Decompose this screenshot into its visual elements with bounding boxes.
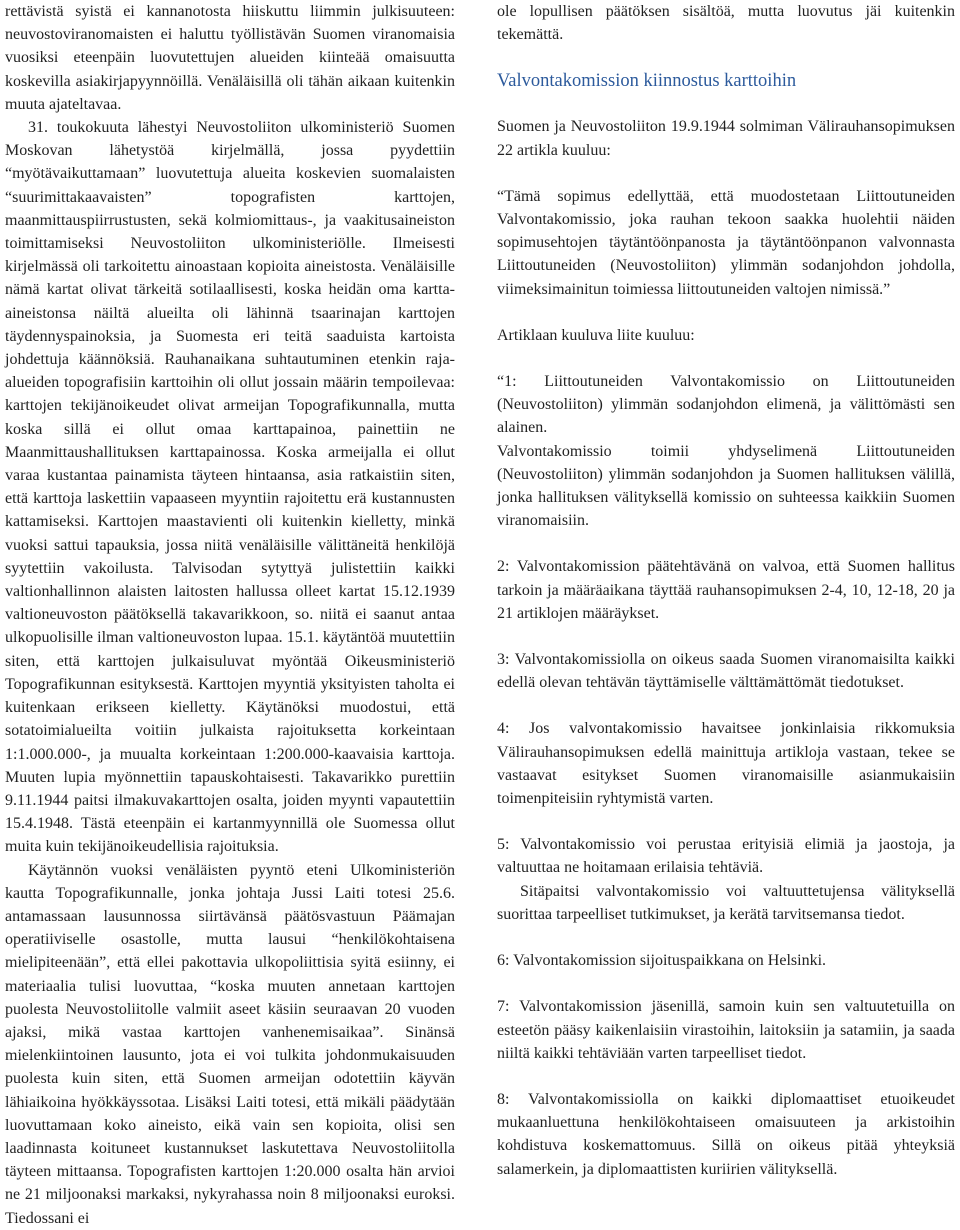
- paragraph-continued: rettävistä syistä ei kannanotosta hiiskuttu liimmin julkisuuteen: neuvostoviranomaisten ei haluttu työllistävän Suomen viranomaisia vuosiksi eteenpäin luovutettujen alueiden kiinteää omaisuutta koskevilla asiakirjapyynnöillä. Venäläisillä oli tähän aikaan kuitenkin muuta ajateltavaa.: [5, 3, 455, 113]
- annex-item-2: 2: Valvontakomission päätehtävänä on valvoa, että Suomen hallitus tarkoin ja määräaikana täyttää rauhansopimuksen 2-4, 10, 12-18, 20 ja 21 artiklojen määräykset.: [497, 558, 955, 622]
- annex-item-1-continued: Valvontakomissio toimii yhdyselimenä Liittoutuneiden (Neuvostoliiton) ylimmän sodanjohdon ja Suomen hallituksen välillä, jonka hallituksen välityksellä komissio on suhteessa kaikkiin Suomen viranomaisiin.: [497, 442, 955, 530]
- annex-item-5: 5: Valvontakomissio voi perustaa erityisiä elimiä ja jaostoja, ja valtuuttaa ne hoitamaan erilaisia tehtäviä.: [497, 836, 955, 877]
- article-22-quote: “Tämä sopimus edellyttää, että muodostetaan Liittoutuneiden Valvontakomissio, joka rauhan tekoon saakka huolehtii näiden sopimusehtojen täytäntöönpanosta ja täytäntöönpanon valvonnasta Liittoutuneiden (Neuvostoliiton) ylimmän sodanjohdon johdolla, viimeksimainitun toimiessa liittoutuneiden valtojen nimissä.”: [497, 187, 955, 298]
- right-column: [497, 0, 955, 1181]
- annex-item-8: 8: Valvontakomissiolla on kaikki diplomaattiset etuoikeudet mukaanluettuna henkilökohtaiseen omaisuuteen ja arkistoihin kohdistuva koskemattomuus. Sillä on oikeus pitää yhteyksiä salamerkein, ja diplomaattisten kuriirien välityksellä.: [497, 1090, 955, 1178]
- annex-item-1: “1: Liittoutuneiden Valvontakomissio on Liittoutuneiden (Neuvostoliiton) ylimmän sodanjohdon elimenä, ja välittömästi sen alainen.: [497, 373, 955, 437]
- annex-item-6: 6: Valvontakomission sijoituspaikkana on Helsinki.: [497, 952, 827, 970]
- paragraph-may-31-request: 31. toukokuuta lähestyi Neuvostoliiton ulkoministeriö Suomen Moskovan lähetystöä kirjelmällä, jossa pyydettiin “myötävaikuttamaan” luovutettuja alueita koskevien suomalaisten “suurimittakaavaisten” topografisten karttojen, maanmittauspiirrustusten, sekä kolmiomittaus-, ja vaakitusaineiston toimittamiseksi Neuvostoliiton ulkoministeriölle. Ilmeisesti kirjelmässä oli tarkoitettu ainoastaan kopioita aineistosta. Venäläisille nämä kartat olivat tärkeitä sotilaallisesti, koska heidän oma kartta-aineistonsa näiltä alueilta oli lähinnä tsaarinajan karttojen täydennyspainoksia, ja Suomesta eri teitä saaduista kartoista johdettuja käännöksiä. Rauhanaikana suhtautuminen etenkin raja-alueiden topografisiin karttoihin oli ollut jossain määrin tempoilevaa: karttojen tekijänoikeudet olivat armeijan Topografikunnalla, mutta koska sillä ei ollut omaa karttapainoa, painettiin ne Maanmittaushallituksen karttapainossa. Koska armeijalla ei ollut varaa kustantaa painamista täyteen hintaansa, asia ratkaistiin siten, että karttoja laskettiin vapaaseen myyntiin rajoitettu erä kustannusten kattamiseksi. Karttojen maastavienti oli kuitenkin kielletty, minkä vuoksi sattui tapauksia, jossa niitä venäläisille välittäneitä henkilöjä syytettiin vakoilusta. Talvisodan sytyttyä julistettiin kaikki valtionhallinnon alaisten laitosten hallussa olleet kartat 15.12.1939 valtioneuvoston päätöksellä takavarikkoon, so. niitä ei saanut antaa ulkopuolisille ilman valtioneuvoston lupaa. 15.1. käytäntöä muutettiin siten, että karttojen julkaisuluvat myöntää Oikeusministeriö Topografikunnan esityksestä. Karttojen myyntiä yksityisten taholta ei kuitenkaan erikseen kielletty. Käytänöksi muodostui, että sotatoimialueilta voitiin julkaista rajoituksetta korkeintaan 1:1.000.000-, ja muualta korkeintaan 1:200.000-kaavaisia karttoja. Muuten lupia myönnettiin tapauskohtaisesti. Takavarikko purettiin 9.11.1944 paitsi ilmakuvakarttojen osalta, joiden myynti vapautettiin 15.4.1948. Tästä eteenpäin ei kartanmyynnillä ole Suomessa ollut muita kuin tekijänoikeudellisia rajoituksia.: [5, 119, 455, 856]
- paragraph-laiti-statement: Käytännön vuoksi venäläisten pyyntö eteni Ulkoministeriön kautta Topografikunnalle, jonka johtaja Jussi Laiti totesi 25.6. antamassaan lausunnossa siirtävänsä päätösvastuun Päämajan operatiiviselle osastolle, mutta lausui “henkilökohtaisena mielipiteenään”, että ellei pakottavia ulkopoliittisia syitä esiinny, ei materiaalia tulisi luovuttaa, “koska muuten annetaan karttojen puolesta Neuvostoliitolle valmiit aseet käsiin seuraavan 20 vuoden ajaksi, mikä vastaa karttojen vanhenemisaikaa”. Sinänsä mielenkiintoinen lausunto, jota ei voi tulkita johdonmukaisuuden puolesta kuin siten, että Suomen armeijan odotettiin käyvän lähiaikoina hyökkäyssotaa. Lisäksi Laiti totesi, että mikäli päädytään luovuttamaan koko aineisto, eikä vain sen kopioita, olisi sen laadinnasta koituneet kustannukset laskutettava Neuvostoliitolla täyteen mittaansa. Topografisten karttojen 1:20.000 osalta hän arvioi ne 21 miljoonaksi markaksi, nykyrahassa noin 8 miljoonaksi euroksi. Tiedossani ei: [5, 861, 455, 1227]
- annex-intro: Artiklaan kuuluva liite kuuluu:: [497, 326, 695, 344]
- annex-item-4: 4: Jos valvontakomissio havaitsee jonkinlaisia rikkomuksia Välirauhansopimuksen edellä mainittuja artikloja vastaan, tekee se vastaavat esitykset Suomen viranomaisille asianmukaisiin toimenpiteisiin ryhtymistä varten.: [497, 720, 955, 808]
- annex-item-5-continued: Sitäpaitsi valvontakomissio voi valtuuttetujensa välityksellä suorittaa tarpeelliset tutkimukset, ja kerätä tarvitsemansa tiedot.: [497, 882, 955, 923]
- annex-item-3: 3: Valvontakomissiolla on oikeus saada Suomen viranomaisilta kaikki edellä olevan tehtävän täyttämiselle välttämättömät tiedotukset.: [497, 651, 955, 692]
- paragraph-continued-right: ole lopullisen päätöksen sisältöä, mutta luovutus jäi kuitenkin tekemättä.: [497, 3, 955, 44]
- treaty-intro: Suomen ja Neuvostoliiton 19.9.1944 solmiman Välirauhansopimuksen 22 artikla kuuluu:: [497, 118, 955, 159]
- section-heading: Valvontakomission kiinnostus karttoihin: [497, 71, 797, 92]
- annex-item-7: 7: Valvontakomission jäsenillä, samoin kuin sen valtuutetuilla on esteetön pääsy kaikenlaisiin virastoihin, laitoksiin ja satamiin, ja saada niiltä kaikki tehtäviään varten tarpeelliset tiedot.: [497, 998, 955, 1062]
- left-column: [5, 0, 455, 1230]
